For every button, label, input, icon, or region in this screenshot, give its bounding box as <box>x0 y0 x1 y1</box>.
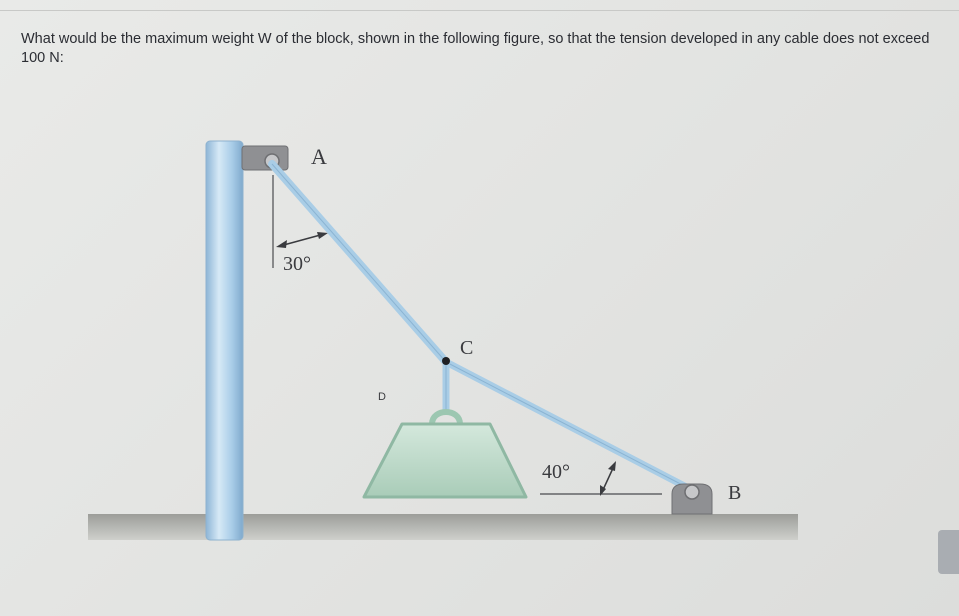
label-point-d: D <box>378 391 386 403</box>
angle-arrowhead-b-top <box>608 461 616 471</box>
label-point-c: C <box>460 337 474 359</box>
knot-c <box>442 357 450 365</box>
label-point-b: B <box>728 482 742 504</box>
question-text: What would be the maximum weight W of the block, shown in the following figure, so that the tension developed in any cable does not exceed 100 N: <box>21 31 930 66</box>
pole <box>206 141 243 540</box>
scroll-handle[interactable] <box>938 530 959 574</box>
angle-arrowhead-a-left <box>276 240 287 248</box>
label-angle-a: 30° <box>283 253 311 275</box>
angle-arrow-a <box>280 234 324 246</box>
label-point-a: A <box>311 144 327 169</box>
block-hook <box>432 412 460 424</box>
block <box>364 424 526 497</box>
label-angle-b: 40° <box>542 461 570 483</box>
angle-arrowhead-a-right <box>317 232 328 239</box>
ground <box>88 514 798 540</box>
pulley-b <box>685 485 699 499</box>
